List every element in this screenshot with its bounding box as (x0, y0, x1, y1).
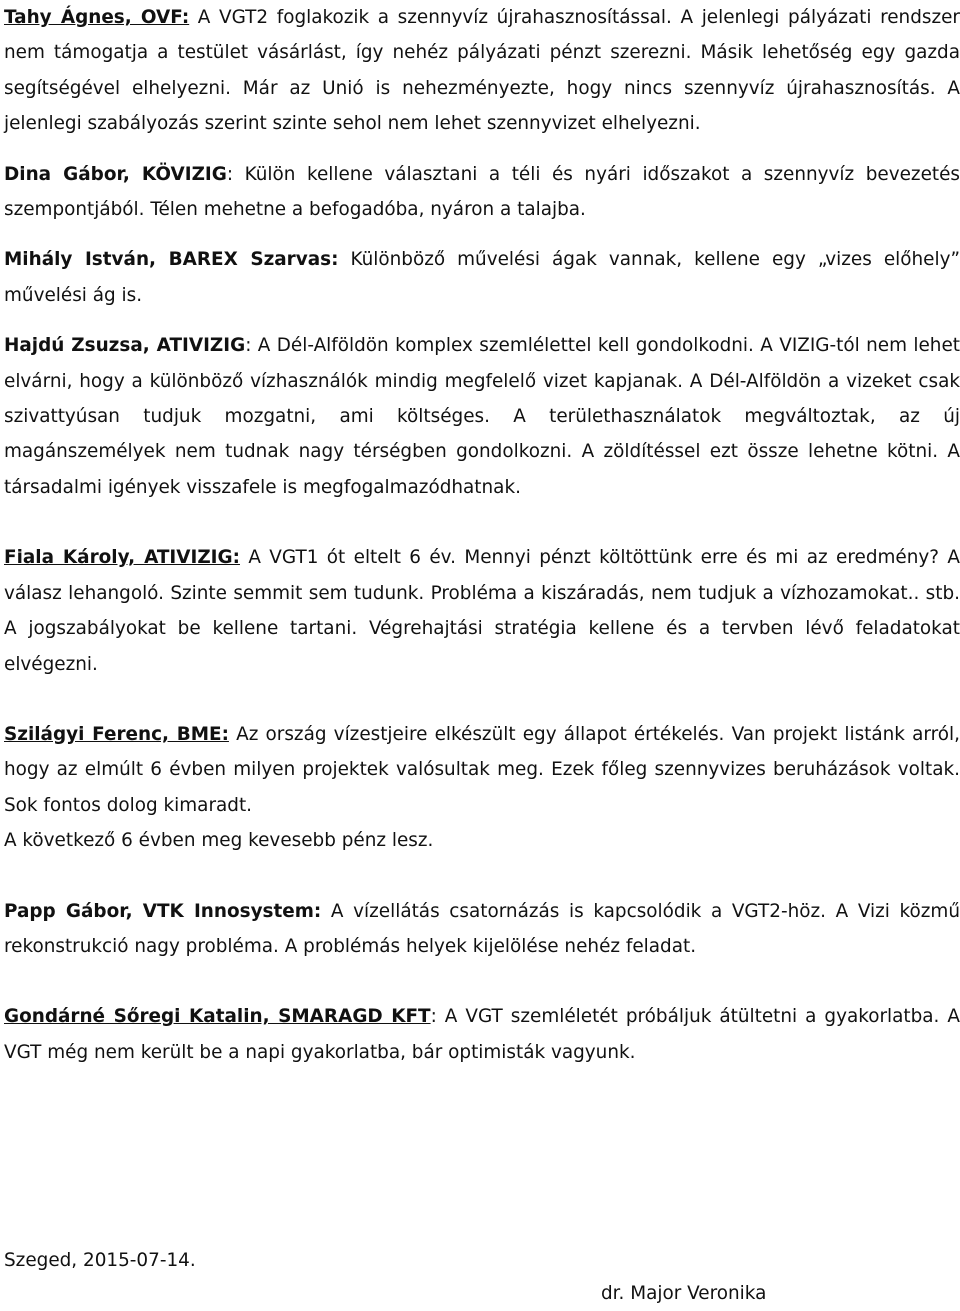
paragraph-gondarne (4, 999, 960, 1070)
paragraph-text: : A Dél-Alföldön komplex szemlélettel kell gondolkodni. A VIZIG-tól nem lehet elvárni, hogy a különböző vízhasználók mindig megfelelő vizet kapjanak. A Dél-Alföldön a vizeket csak szivattyúsan tudjuk mozgatni, ami költséges. A területhasználatok megváltoztak, az új magánszemélyek nem tudnak nagy térségben gondolkozni. A zöldítéssel ezt össze lehetne kötni. A társadalmi igények visszafele is megfogalmazódhatnak. (4, 335, 960, 498)
paragraph-extra-line: A következő 6 évben meg kevesebb pénz lesz. (4, 830, 434, 852)
paragraph-szilagyi (4, 717, 960, 859)
paragraph-text: : A VGT szemléletét próbáljuk átültetni a gyakorlatba. A VGT még nem került be a napi gyakorlatba, bár optimisták vagyunk. (4, 1006, 960, 1063)
document-body (4, 0, 960, 1070)
speaker-name: Tahy Ágnes, OVF: (4, 7, 190, 28)
speaker-name: Szilágyi Ferenc, BME: (4, 723, 229, 745)
speaker-name: Hajdú Zsuzsa, ATIVIZIG (4, 335, 246, 357)
speaker-name: Gondárné Sőregi Katalin, SMARAGD KFT (4, 1006, 431, 1028)
speaker-name: Fiala Károly, ATIVIZIG: (4, 547, 240, 569)
paragraph-text: A VGT1 ót eltelt 6 év. Mennyi pénzt költöttünk erre és mi az eredmény? A válasz lehangoló. Szinte semmit sem tudunk. Probléma a kiszáradás, nem tudjuk a vízhozamokat.. stb. A jogszabályokat be kellene tartani. Végrehajtási stratégia kellene és a tervben lévő feladatokat elvégezni. (4, 547, 960, 675)
speaker-name: Papp Gábor, VTK Innosystem: (4, 900, 322, 922)
paragraph-text: A vízellátás csatornázás is kapcsolódik a VGT2-höz. A Vizi közmű rekonstrukció nagy probléma. A problémás helyek kijelölése nehéz feladat. (4, 900, 960, 957)
paragraph-text: A VGT2 foglakozik a szennyvíz újrahasznosítással. A jelenlegi pályázati rendszer nem támogatja a testület vásárlást, így nehéz pályázati pénzt szerezni. Másik lehetőség egy gazda segítségével elhelyezni. Már az Unió is nehezményezte, hogy nincs szennyvíz újrahasznosítás. A jelenlegi szabályozás szerint szinte sehol nem lehet szennyvizet elhelyezni. (4, 7, 960, 135)
place-date: Szeged, 2015-07-14. (4, 1250, 196, 1271)
speaker-name: Dina Gábor, KÖVIZIG (4, 163, 227, 185)
speaker-name: Mihály István, BAREX Szarvas: (4, 249, 339, 271)
paragraph-tahy (4, 0, 960, 142)
paragraph-dina (4, 157, 960, 228)
signature-name: dr. Major Veronika (601, 1283, 767, 1304)
paragraph-mihaly (4, 242, 960, 313)
paragraph-text: Az ország vízestjeire elkészült egy állapot értékelés. Van projekt listánk arról, hogy az elmúlt 6 évben milyen projektek valósultak meg. Ezek főleg szennyvizes beruházások voltak. Sok fontos dolog kimaradt. (4, 723, 960, 816)
paragraph-hajdu (4, 328, 960, 505)
paragraph-fiala (4, 540, 960, 682)
paragraph-text: : Külön kellene választani a téli és nyári időszakot a szennyvíz bevezetés szempontjából. Télen mehetne a befogadóba, nyáron a talajba. (4, 163, 960, 221)
paragraph-text: Különböző művelési ágak vannak, kellene egy „vizes előhely” művelési ág is. (4, 249, 960, 306)
paragraph-papp (4, 894, 960, 965)
